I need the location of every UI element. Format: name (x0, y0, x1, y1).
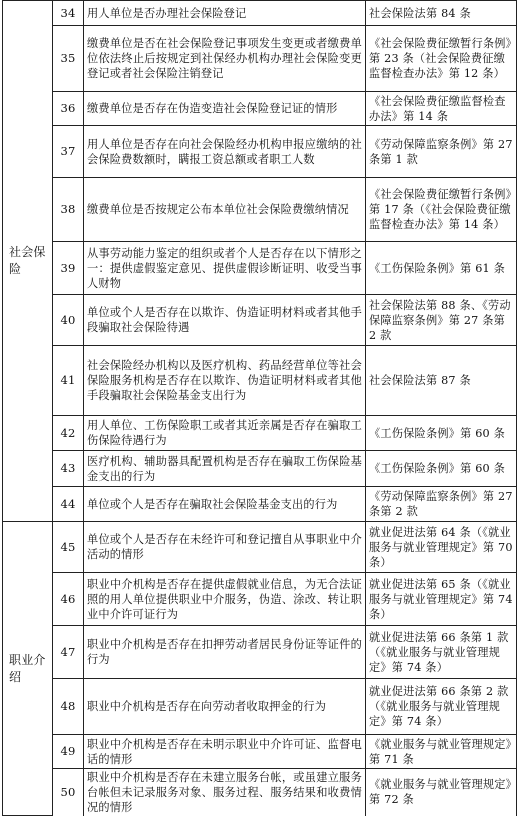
table-row (3, 487, 517, 522)
table-row (3, 26, 517, 92)
inspection-item: 职业中介机构是否存在未明示职业中介许可证、监督电话的情形 (84, 735, 366, 769)
regulation-table-page (2, 0, 516, 833)
row-number: 47 (53, 626, 84, 679)
table-row (3, 735, 517, 769)
row-number: 46 (53, 573, 84, 626)
legal-basis: 《社会保险费征缴暂行条例》第 23 条（社会保险费征缴监督检查办法》第 12 条） (366, 26, 517, 92)
legal-basis: 就业促进法第 66 条第 1 款（《就业服务与就业管理规定》第 74 条） (366, 626, 517, 679)
inspection-item: 单位或个人是否存在未经许可和登记擅自从事职业中介活动的情形 (84, 522, 366, 573)
legal-basis: 就业促进法第 66 条第 2 款（《就业服务与就业管理规定》第 74 条） (366, 679, 517, 735)
inspection-item: 缴费单位是否按规定公布本单位社会保险费缴纳情况 (84, 178, 366, 242)
legal-basis: 社会保险法第 87 条 (366, 346, 517, 416)
row-number: 42 (53, 416, 84, 451)
row-number: 49 (53, 735, 84, 769)
row-number: 43 (53, 451, 84, 487)
category-label: 职业介绍 (3, 522, 53, 816)
row-number: 45 (53, 522, 84, 573)
legal-basis: 《社会保险费征缴监督检查办法》第 14 条 (366, 92, 517, 126)
inspection-item: 单位或个人是否存在以欺诈、伪造证明材料或者其他手段骗取社会保险待遇 (84, 295, 366, 346)
table-row (3, 416, 517, 451)
inspection-item: 缴费单位是否在社会保险登记事项发生变更或者缴费单位依法终止后按规定到社保经办机构办理社会保险变更登记或者社会保险注销登记 (84, 26, 366, 92)
legal-basis: 《社会保险费征缴暂行条例》第 17 条（《社会保险费征缴监督检查办法》第 14 条） (366, 178, 517, 242)
inspection-item: 用人单位是否办理社会保险登记 (84, 1, 366, 26)
row-number: 50 (53, 769, 84, 816)
category-label: 社会保险 (3, 1, 53, 522)
table-row (3, 451, 517, 487)
inspection-item: 职业中介机构是否存在提供虚假就业信息，为无合法证照的用人单位提供职业中介服务，伪造、涂改、转让职业中介许可证行为 (84, 573, 366, 626)
table-row (3, 522, 517, 573)
inspection-item: 医疗机构、辅助器具配置机构是否存在骗取工伤保险基金支出的行为 (84, 451, 366, 487)
table-row (3, 178, 517, 242)
inspection-item: 从事劳动能力鉴定的组织或者个人是否存在以下情形之一：提供虚假鉴定意见、提供虚假诊断证明、收受当事人财物 (84, 242, 366, 295)
inspection-item: 职业中介机构是否存在向劳动者收取押金的行为 (84, 679, 366, 735)
inspection-item: 用人单位是否存在向社会保险经办机构申报应缴纳的社会保险费数额时，瞒报工资总额或者职工人数 (84, 126, 366, 178)
legal-basis: 《劳动保障监察条例》第 27 条第 1 款 (366, 126, 517, 178)
inspection-item: 职业中介机构是否存在扣押劳动者居民身份证等证件的行为 (84, 626, 366, 679)
legal-basis: 《工伤保险条例》第 60 条 (366, 416, 517, 451)
legal-basis: 《工伤保险条例》第 60 条 (366, 451, 517, 487)
regulation-table (2, 0, 517, 816)
row-number: 34 (53, 1, 84, 26)
table-row (3, 1, 517, 26)
table-row (3, 769, 517, 816)
table-row (3, 346, 517, 416)
row-number: 36 (53, 92, 84, 126)
inspection-item: 职业中介机构是否存在未建立服务台帐，或虽建立服务台帐但未记录服务对象、服务过程、服务结果和收费情况的情形 (84, 769, 366, 816)
legal-basis: 就业促进法第 65 条（《就业服务与就业管理规定》第 74 条） (366, 573, 517, 626)
row-number: 39 (53, 242, 84, 295)
table-row (3, 92, 517, 126)
legal-basis: 《工伤保险条例》第 61 条 (366, 242, 517, 295)
inspection-item: 用人单位、工伤保险职工或者其近亲属是否存在骗取工伤保险待遇行为 (84, 416, 366, 451)
table-row (3, 626, 517, 679)
inspection-item: 单位或个人是否存在骗取社会保险基金支出的行为 (84, 487, 366, 522)
row-number: 41 (53, 346, 84, 416)
table-row (3, 126, 517, 178)
row-number: 48 (53, 679, 84, 735)
legal-basis: 就业促进法第 64 条（《就业服务与就业管理规定》第 70 条） (366, 522, 517, 573)
inspection-item: 社会保险经办机构以及医疗机构、药品经营单位等社会保险服务机构是否存在以欺诈、伪造证明材料或者其他手段骗取社会保险基金支出行为 (84, 346, 366, 416)
legal-basis: 社会保险法第 84 条 (366, 1, 517, 26)
row-number: 40 (53, 295, 84, 346)
table-row (3, 295, 517, 346)
row-number: 37 (53, 126, 84, 178)
legal-basis: 《就业服务与就业管理规定》第 71 条 (366, 735, 517, 769)
table-row (3, 573, 517, 626)
inspection-item: 缴费单位是否存在伪造变造社会保险登记证的情形 (84, 92, 366, 126)
legal-basis: 《劳动保障监察条例》第 27 条第 2 款 (366, 487, 517, 522)
legal-basis: 《就业服务与就业管理规定》第 72 条 (366, 769, 517, 816)
table-row (3, 242, 517, 295)
table-row (3, 679, 517, 735)
row-number: 44 (53, 487, 84, 522)
row-number: 35 (53, 26, 84, 92)
row-number: 38 (53, 178, 84, 242)
legal-basis: 社会保险法第 88 条、《劳动保障监察条例》第 27 条第 2 款 (366, 295, 517, 346)
